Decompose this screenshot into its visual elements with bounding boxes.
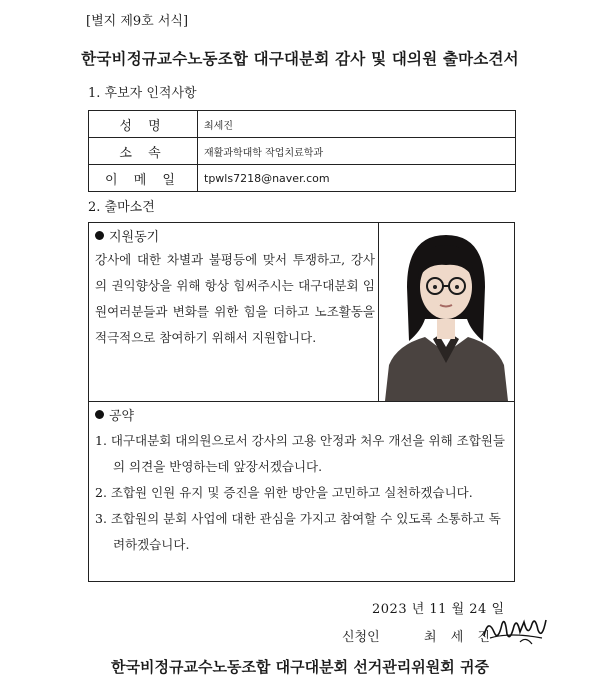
table-row (89, 111, 516, 138)
name-label: 성 명 (89, 111, 198, 138)
signature-icon (480, 612, 550, 648)
email-label: 이 메 일 (89, 165, 198, 192)
candidate-info-table (88, 110, 516, 192)
submission-date: 2023 년 11 월 24 일 (372, 602, 505, 617)
affiliation-value: 재활과학대학 작업치료학과 (198, 138, 516, 165)
list-item: 3. 조합원의 분회 사업에 대한 관심을 가지고 참여할 수 있도록 소통하고 독려하겠습니다. (95, 511, 501, 552)
pledge-cell (89, 401, 514, 581)
motive-heading-text: 지원동기 (109, 230, 160, 245)
motive-cell (89, 223, 379, 401)
bullet-icon (95, 231, 104, 240)
list-item: 2. 조합원 인원 유지 및 증진을 위한 방안을 고민하고 실천하겠습니다. (95, 485, 473, 500)
email-value: tpwls7218@naver.com (198, 165, 516, 192)
bullet-icon (95, 410, 104, 419)
motive-heading (95, 226, 159, 245)
document-title: 한국비정규교수노동조합 대구대분회 감사 및 대의원 출마소견서 (81, 49, 519, 68)
section-heading-statement: 2. 출마소견 (88, 200, 155, 215)
pledge-list (93, 428, 511, 558)
table-row (89, 138, 516, 165)
pledge-heading (95, 405, 134, 424)
applicant-label: 신청인 (342, 630, 380, 645)
table-row (89, 165, 516, 192)
motive-text: 강사에 대한 차별과 불평등에 맞서 투쟁하고, 강사의 권익향상을 위해 항상 힘써주시는 대구대분회 임원여러분들과 변화를 위한 힘을 더하고 노조활동을 적극적으로 참여하기 위해서 지원합니다. (95, 252, 375, 345)
section-heading-candidate-info: 1. 후보자 인적사항 (88, 86, 197, 101)
affiliation-label: 소 속 (89, 138, 198, 165)
list-item: 1. 대구대분회 대의원으로서 강사의 고용 안정과 처우 개선을 위해 조합원들의 의견을 반영하는데 앞장서겠습니다. (95, 433, 505, 474)
name-value: 최세진 (198, 111, 516, 138)
applicant-name: 최 세 진 (424, 630, 495, 645)
portrait-image (379, 223, 514, 401)
footer-addressee: 한국비정규교수노동조합 대구대분회 선거관리위원회 귀중 (111, 658, 489, 676)
form-label: [별지 제9호 서식] (86, 14, 189, 29)
pledge-heading-text: 공약 (109, 409, 135, 424)
statement-box (88, 222, 515, 582)
candidate-photo (379, 223, 514, 401)
